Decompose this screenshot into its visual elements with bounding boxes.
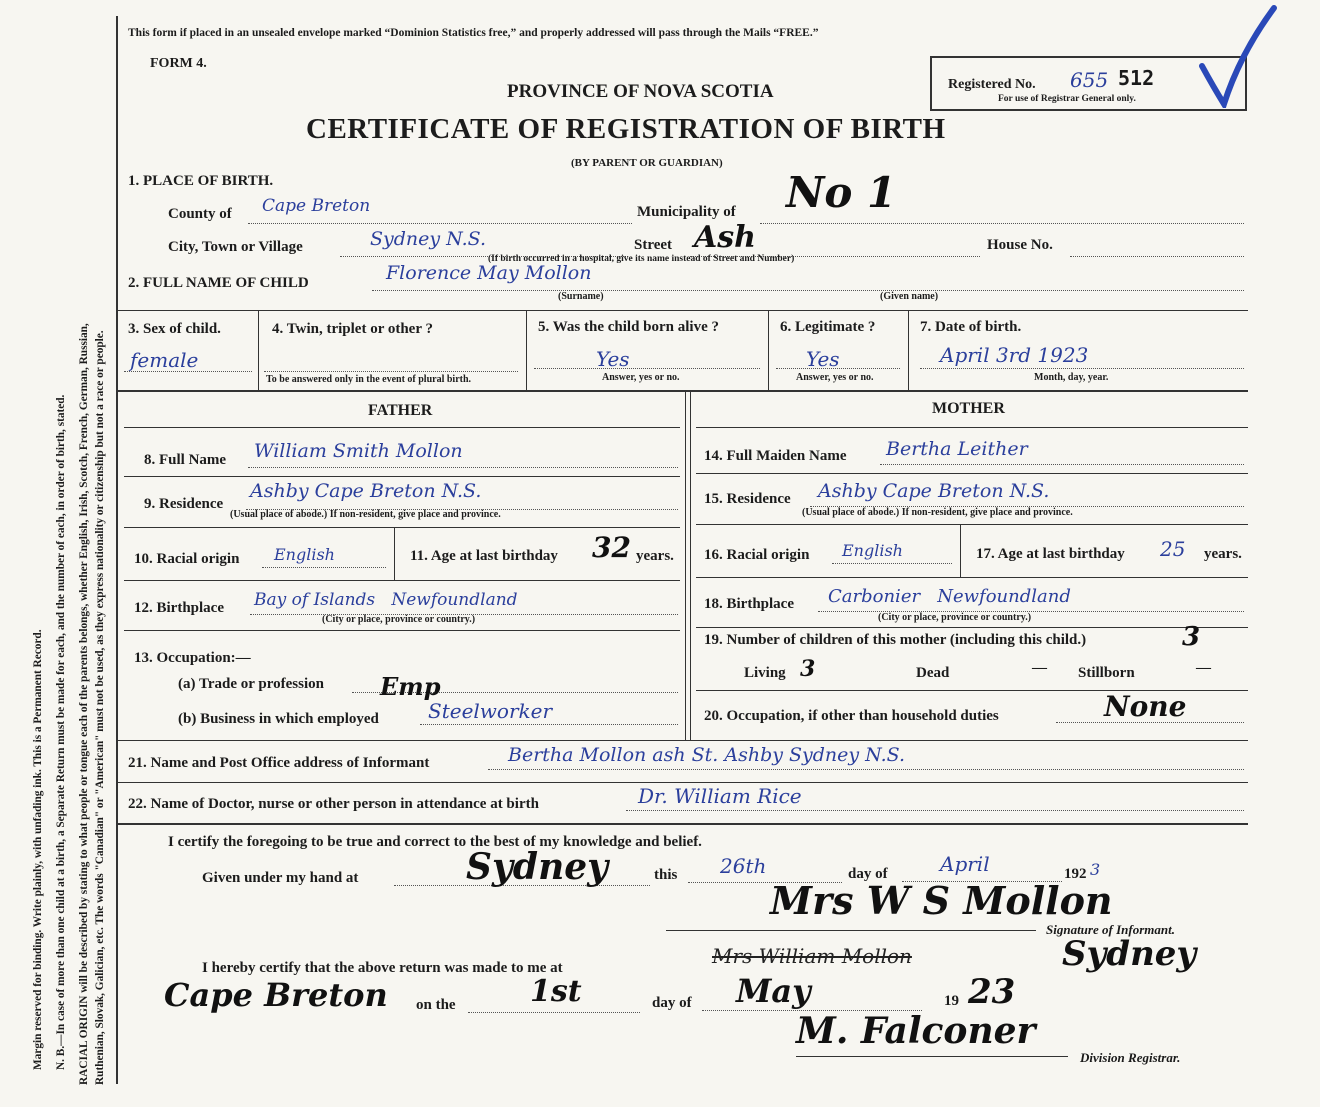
dead-label: Dead <box>916 665 950 681</box>
father-business-label: (b) Business in which employed <box>178 711 379 727</box>
legitimate-note: Answer, yes or no. <box>796 372 874 383</box>
twin-label: 4. Twin, triplet or other ? <box>272 321 433 337</box>
father-trade-label: (a) Trade or profession <box>178 676 324 692</box>
father-business-line <box>420 724 678 725</box>
informant-signature-caption: Signature of Informant. <box>1046 922 1175 937</box>
certificate-subtitle: (BY PARENT OR GUARDIAN) <box>571 157 723 169</box>
father-row10-divider <box>394 527 395 580</box>
born-alive-note: Answer, yes or no. <box>602 372 680 383</box>
child-name-label: 2. FULL NAME OF CHILD <box>128 275 309 291</box>
stillborn-value: — <box>1196 660 1211 676</box>
born-alive-label: 5. Was the child born alive ? <box>538 319 719 335</box>
center-divider-right <box>690 392 691 740</box>
father-occupation-label: 13. Occupation:— <box>134 650 251 666</box>
informant-rule <box>118 782 1248 783</box>
born-alive-line <box>534 368 760 369</box>
date-of-birth-line <box>920 368 1244 369</box>
row3-divider-3 <box>768 310 769 390</box>
form-number: FORM 4. <box>150 56 207 71</box>
registrar-text: I hereby certify that the above return was made to me at <box>202 960 563 976</box>
father-heading-rule <box>124 427 680 428</box>
twin-line <box>264 371 518 372</box>
row3-divider-4 <box>908 310 909 390</box>
father-racial-line <box>262 567 386 568</box>
registrar-year-value: 23 <box>968 972 1016 1012</box>
month-value: April <box>940 852 990 876</box>
county-value: Cape Breton <box>262 196 371 216</box>
margin-note-1: Margin reserved for binding. Write plainly, with unfading ink. This is a Permanent Record. <box>32 629 44 1070</box>
row3-divider-2 <box>526 310 527 390</box>
informant-signature: Mrs W S Mollon <box>770 878 1113 923</box>
registrar-day-of-label: day of <box>652 995 692 1011</box>
mother-residence-label: 15. Residence <box>704 491 791 507</box>
year-prefix: 192 <box>1064 866 1087 882</box>
father-age-value: 32 <box>592 531 631 564</box>
father-racial-value: English <box>274 545 335 564</box>
registrar-caption: Division Registrar. <box>1080 1050 1181 1065</box>
child-name-value: Florence May Mollon <box>386 262 592 284</box>
father-heading: FATHER <box>368 402 433 419</box>
father-birthplace-note: (City or place, province or country.) <box>322 614 476 625</box>
day-of-label: day of <box>848 866 888 882</box>
mother-years: years. <box>1204 546 1242 562</box>
registrar-day-line <box>468 1012 640 1013</box>
this-label: this <box>654 867 678 883</box>
registrar-crossed-name: Mrs William Mollon <box>712 944 912 968</box>
informant-value: Bertha Mollon ash St. Ashby Sydney N.S. <box>508 744 906 766</box>
registrar-year-prefix: 19 <box>944 993 959 1009</box>
municipality-line <box>760 223 1244 224</box>
children-count-value: 3 <box>1182 622 1201 652</box>
certificate-title: CERTIFICATE OF REGISTRATION OF BIRTH <box>306 113 946 145</box>
mother-row16-divider <box>960 524 961 577</box>
row3-divider-1 <box>258 310 259 390</box>
mother-row15-rule <box>696 524 1248 525</box>
row3-top-rule <box>118 310 1248 311</box>
mother-row18-rule <box>696 627 1248 628</box>
city-label: City, Town or Village <box>168 239 303 255</box>
house-number-label: House No. <box>987 237 1053 253</box>
informant-signature-line <box>666 930 1036 931</box>
father-row12-rule <box>124 630 680 631</box>
hospital-note: (If birth occurred in a hospital, give its name instead of Street and Number) <box>488 254 795 264</box>
living-label: Living <box>744 665 786 681</box>
left-border <box>116 16 118 1084</box>
check-mark-icon <box>1196 4 1280 108</box>
father-birthplace-value: Bay of Islands Newfoundland <box>254 590 518 610</box>
mother-age-label: 17. Age at last birthday <box>976 546 1125 562</box>
house-number-line <box>1070 256 1244 257</box>
children-count-label: 19. Number of children of this mother (including this child.) <box>704 632 1087 648</box>
mother-birthplace-value: Carbonier Newfoundland <box>828 586 1071 607</box>
surname-caption: (Surname) <box>558 291 604 302</box>
municipality-label: Municipality of <box>637 204 736 220</box>
sex-label: 3. Sex of child. <box>128 321 221 337</box>
registered-label: Registered No. <box>948 77 1036 92</box>
given-name-caption: (Given name) <box>880 291 939 302</box>
child-name-line <box>372 290 1244 291</box>
row3-bottom-rule <box>118 390 1248 392</box>
registered-hand-digits: 655 <box>1070 68 1109 92</box>
mother-row16-rule <box>696 577 1248 578</box>
doctor-rule <box>118 823 1248 825</box>
father-birthplace-label: 12. Birthplace <box>134 600 224 616</box>
father-name-line <box>248 467 678 468</box>
mother-birthplace-label: 18. Birthplace <box>704 596 794 612</box>
mother-occupation-value: None <box>1104 690 1187 723</box>
mother-racial-value: English <box>842 541 903 560</box>
date-of-birth-label: 7. Date of birth. <box>920 319 1022 335</box>
registered-stamp-digits: 512 <box>1118 66 1155 90</box>
municipality-value: No 1 <box>786 168 897 217</box>
date-of-birth-value: April 3rd 1923 <box>940 343 1089 367</box>
mother-birthplace-note: (City or place, province or country.) <box>878 612 1032 623</box>
place-of-birth-heading: 1. PLACE OF BIRTH. <box>128 173 274 189</box>
this-day-value: 26th <box>720 854 767 878</box>
margin-note-3: RACIAL ORIGIN will be described by stating to what people or tongue each of the parents belongs, whether English, Irish, Scotch, French, German, Russian, <box>78 323 90 1085</box>
father-row8-rule <box>124 476 680 477</box>
stillborn-label: Stillborn <box>1078 665 1135 681</box>
mother-age-value: 25 <box>1160 537 1186 561</box>
father-residence-value: Ashby Cape Breton N.S. <box>250 480 482 502</box>
mother-heading: MOTHER <box>932 400 1005 417</box>
county-label: County of <box>168 206 232 222</box>
county-line <box>248 223 632 224</box>
sex-value: female <box>130 348 199 372</box>
father-racial-label: 10. Racial origin <box>134 551 240 567</box>
mother-heading-rule <box>696 427 1248 428</box>
mother-racial-line <box>832 563 952 564</box>
father-years: years. <box>636 548 674 564</box>
date-of-birth-note: Month, day, year. <box>1034 372 1109 383</box>
father-trade-value: Emp <box>380 672 441 701</box>
father-row9-rule <box>124 527 680 528</box>
father-business-value: Steelworker <box>428 699 553 723</box>
registrar-county-value: Cape Breton <box>164 976 388 1014</box>
doctor-value: Dr. William Rice <box>638 784 802 808</box>
registrar-day-value: 1st <box>530 974 582 1009</box>
mother-occupation-label: 20. Occupation, if other than household duties <box>704 708 999 724</box>
city-value: Sydney N.S. <box>370 228 486 250</box>
registrar-signature: M. Falconer <box>796 1010 1036 1052</box>
mother-row14-rule <box>696 473 1248 474</box>
certify-text: I certify the foregoing to be true and correct to the best of my knowledge and belief. <box>168 834 702 850</box>
mother-racial-label: 16. Racial origin <box>704 547 810 563</box>
dead-value: — <box>1032 660 1047 676</box>
father-residence-note: (Usual place of abode.) If non-resident, give place and province. <box>230 509 501 520</box>
living-value: 3 <box>800 656 816 682</box>
legitimate-value: Yes <box>806 347 840 371</box>
mother-name-line <box>880 464 1244 465</box>
center-divider-left <box>685 392 686 740</box>
province-heading: PROVINCE OF NOVA SCOTIA <box>507 81 774 102</box>
mother-residence-note: (Usual place of abode.) If non-resident, give place and province. <box>802 507 1073 518</box>
margin-note-4: Ruthenian, Slovak, Galician, etc. The words "Canadian" or "American" must not be used, as they express nationality or citizenship but not a race or people. <box>94 330 106 1085</box>
registrar-place-value: Sydney <box>1062 934 1197 974</box>
born-alive-value: Yes <box>596 347 630 371</box>
father-residence-label: 9. Residence <box>144 496 224 512</box>
year-value: 3 <box>1090 860 1101 879</box>
doctor-label: 22. Name of Doctor, nurse or other person in attendance at birth <box>128 796 539 812</box>
street-label: Street <box>634 237 673 253</box>
registrar-general-note: For use of Registrar General only. <box>998 94 1136 104</box>
mother-name-label: 14. Full Maiden Name <box>704 448 847 464</box>
margin-note-2: N. B.—In case of more than one child at a birth, a Separate Return must be made for each, and the number of each, in order of birth, stated. <box>55 394 67 1070</box>
on-the-label: on the <box>416 997 456 1013</box>
father-name-value: William Smith Mollon <box>254 440 463 462</box>
father-name-label: 8. Full Name <box>144 452 227 468</box>
twin-note: To be answered only in the event of plural birth. <box>266 374 472 385</box>
mother-residence-value: Ashby Cape Breton N.S. <box>818 480 1050 502</box>
occupation-bottom-rule <box>118 740 1248 741</box>
informant-line <box>488 769 1244 770</box>
doctor-line <box>626 810 1244 811</box>
given-label: Given under my hand at <box>202 870 359 886</box>
informant-label: 21. Name and Post Office address of Informant <box>128 755 430 771</box>
registrar-signature-line <box>796 1056 1068 1057</box>
father-age-label: 11. Age at last birthday <box>410 548 558 564</box>
street-value: Ash <box>694 220 756 255</box>
mother-name-value: Bertha Leither <box>886 438 1028 460</box>
given-place-value: Sydney <box>466 846 609 888</box>
father-row10-rule <box>124 580 680 581</box>
mail-notice: This form if placed in an unsealed envelope marked “Dominion Statistics free,” and properly addressed will pass through the Mails “FREE.” <box>128 27 819 39</box>
legitimate-label: 6. Legitimate ? <box>780 319 876 335</box>
registrar-month-value: May <box>736 972 811 1010</box>
